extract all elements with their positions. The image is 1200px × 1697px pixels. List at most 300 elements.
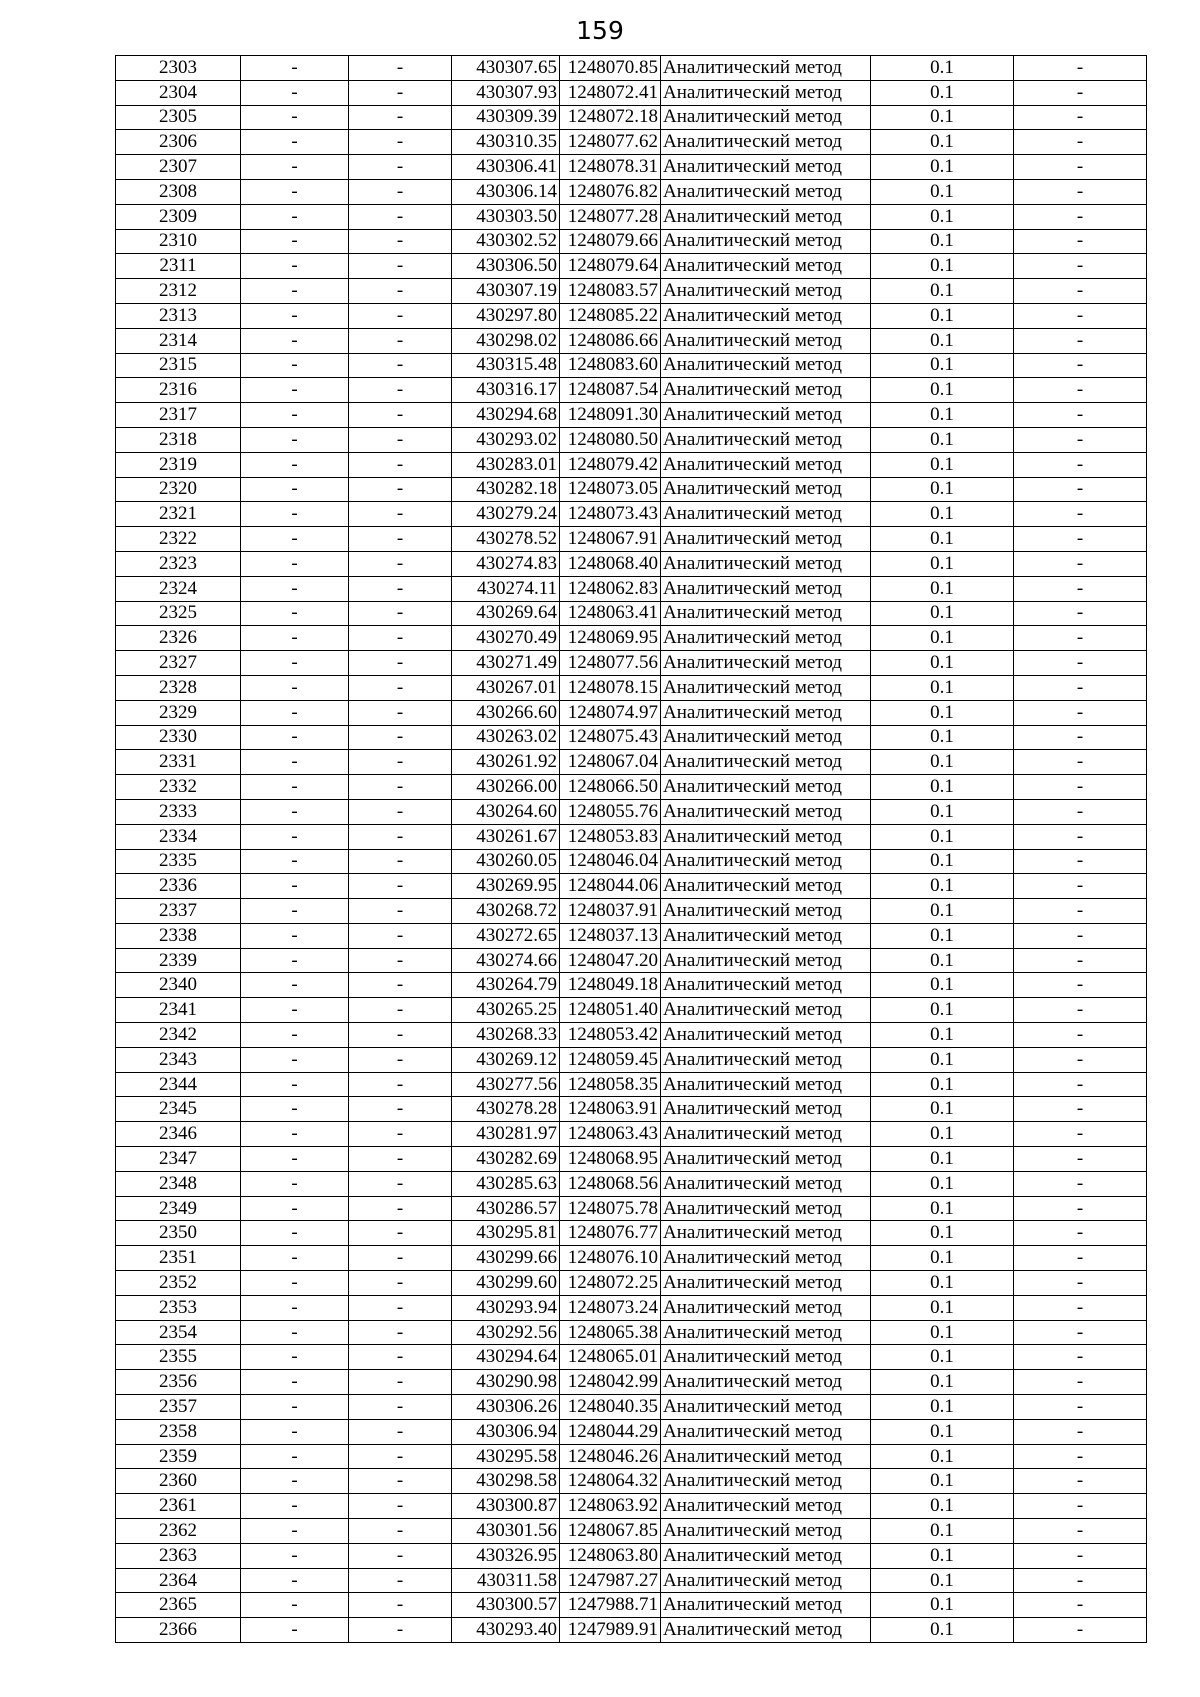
table-row (116, 1147, 1147, 1172)
note-cell: - (1014, 824, 1147, 849)
table-row (116, 80, 1147, 105)
table-row (116, 155, 1147, 180)
method-cell: Аналитический метод (661, 1295, 871, 1320)
note-cell: - (1014, 551, 1147, 576)
note-cell: - (1014, 403, 1147, 428)
dash-cell-a: - (241, 874, 349, 899)
dash-cell-a: - (241, 56, 349, 81)
point-number-cell: 2336 (116, 874, 241, 899)
dash-cell-b: - (349, 1345, 452, 1370)
dash-cell-b: - (349, 1147, 452, 1172)
y-coordinate-cell: 1248077.28 (560, 204, 661, 229)
x-coordinate-cell: 430269.95 (452, 874, 560, 899)
y-coordinate-cell: 1248063.41 (560, 601, 661, 626)
method-cell: Аналитический метод (661, 56, 871, 81)
precision-cell: 0.1 (871, 899, 1014, 924)
method-cell: Аналитический метод (661, 353, 871, 378)
note-cell: - (1014, 675, 1147, 700)
precision-cell: 0.1 (871, 601, 1014, 626)
method-cell: Аналитический метод (661, 824, 871, 849)
method-cell: Аналитический метод (661, 279, 871, 304)
note-cell: - (1014, 948, 1147, 973)
point-number-cell: 2342 (116, 1023, 241, 1048)
precision-cell: 0.1 (871, 1023, 1014, 1048)
precision-cell: 0.1 (871, 1147, 1014, 1172)
note-cell: - (1014, 1271, 1147, 1296)
dash-cell-a: - (241, 1568, 349, 1593)
dash-cell-b: - (349, 1593, 452, 1618)
x-coordinate-cell: 430286.57 (452, 1196, 560, 1221)
table-row (116, 279, 1147, 304)
x-coordinate-cell: 430310.35 (452, 130, 560, 155)
note-cell: - (1014, 1618, 1147, 1643)
y-coordinate-cell: 1248067.85 (560, 1519, 661, 1544)
y-coordinate-cell: 1248063.91 (560, 1097, 661, 1122)
x-coordinate-cell: 430295.81 (452, 1221, 560, 1246)
dash-cell-a: - (241, 923, 349, 948)
note-cell: - (1014, 923, 1147, 948)
x-coordinate-cell: 430269.64 (452, 601, 560, 626)
table-row (116, 1395, 1147, 1420)
dash-cell-a: - (241, 403, 349, 428)
point-number-cell: 2325 (116, 601, 241, 626)
precision-cell: 0.1 (871, 824, 1014, 849)
method-cell: Аналитический метод (661, 1568, 871, 1593)
dash-cell-b: - (349, 80, 452, 105)
y-coordinate-cell: 1248072.25 (560, 1271, 661, 1296)
point-number-cell: 2356 (116, 1370, 241, 1395)
precision-cell: 0.1 (871, 1171, 1014, 1196)
y-coordinate-cell: 1248044.06 (560, 874, 661, 899)
note-cell: - (1014, 1097, 1147, 1122)
dash-cell-b: - (349, 452, 452, 477)
note-cell: - (1014, 1320, 1147, 1345)
note-cell: - (1014, 130, 1147, 155)
table-row (116, 1246, 1147, 1271)
precision-cell: 0.1 (871, 551, 1014, 576)
table-row (116, 899, 1147, 924)
table-row (116, 1543, 1147, 1568)
note-cell: - (1014, 1047, 1147, 1072)
point-number-cell: 2361 (116, 1494, 241, 1519)
point-number-cell: 2330 (116, 725, 241, 750)
note-cell: - (1014, 874, 1147, 899)
table-row (116, 477, 1147, 502)
dash-cell-a: - (241, 948, 349, 973)
note-cell: - (1014, 477, 1147, 502)
dash-cell-a: - (241, 1295, 349, 1320)
x-coordinate-cell: 430307.65 (452, 56, 560, 81)
precision-cell: 0.1 (871, 725, 1014, 750)
dash-cell-a: - (241, 303, 349, 328)
table-row (116, 378, 1147, 403)
x-coordinate-cell: 430263.02 (452, 725, 560, 750)
table-row (116, 1370, 1147, 1395)
method-cell: Аналитический метод (661, 527, 871, 552)
y-coordinate-cell: 1248042.99 (560, 1370, 661, 1395)
precision-cell: 0.1 (871, 155, 1014, 180)
precision-cell: 0.1 (871, 179, 1014, 204)
table-row (116, 502, 1147, 527)
y-coordinate-cell: 1248076.77 (560, 1221, 661, 1246)
point-number-cell: 2363 (116, 1543, 241, 1568)
point-number-cell: 2334 (116, 824, 241, 849)
note-cell: - (1014, 229, 1147, 254)
table-row (116, 1568, 1147, 1593)
dash-cell-a: - (241, 328, 349, 353)
method-cell: Аналитический метод (661, 1047, 871, 1072)
dash-cell-b: - (349, 725, 452, 750)
table-row (116, 1221, 1147, 1246)
table-row (116, 1320, 1147, 1345)
method-cell: Аналитический метод (661, 1072, 871, 1097)
method-cell: Аналитический метод (661, 601, 871, 626)
method-cell: Аналитический метод (661, 551, 871, 576)
note-cell: - (1014, 1171, 1147, 1196)
y-coordinate-cell: 1248074.97 (560, 700, 661, 725)
table-row (116, 353, 1147, 378)
point-number-cell: 2314 (116, 328, 241, 353)
x-coordinate-cell: 430268.72 (452, 899, 560, 924)
precision-cell: 0.1 (871, 1395, 1014, 1420)
note-cell: - (1014, 725, 1147, 750)
y-coordinate-cell: 1248069.95 (560, 626, 661, 651)
precision-cell: 0.1 (871, 973, 1014, 998)
precision-cell: 0.1 (871, 353, 1014, 378)
y-coordinate-cell: 1248063.92 (560, 1494, 661, 1519)
point-number-cell: 2333 (116, 799, 241, 824)
precision-cell: 0.1 (871, 1072, 1014, 1097)
note-cell: - (1014, 353, 1147, 378)
x-coordinate-cell: 430298.58 (452, 1469, 560, 1494)
note-cell: - (1014, 1419, 1147, 1444)
x-coordinate-cell: 430274.66 (452, 948, 560, 973)
table-row (116, 403, 1147, 428)
method-cell: Аналитический метод (661, 254, 871, 279)
point-number-cell: 2319 (116, 452, 241, 477)
dash-cell-b: - (349, 353, 452, 378)
dash-cell-b: - (349, 849, 452, 874)
point-number-cell: 2303 (116, 56, 241, 81)
note-cell: - (1014, 56, 1147, 81)
dash-cell-b: - (349, 1295, 452, 1320)
dash-cell-a: - (241, 254, 349, 279)
note-cell: - (1014, 1395, 1147, 1420)
dash-cell-a: - (241, 155, 349, 180)
x-coordinate-cell: 430261.67 (452, 824, 560, 849)
method-cell: Аналитический метод (661, 899, 871, 924)
dash-cell-b: - (349, 626, 452, 651)
dash-cell-a: - (241, 1419, 349, 1444)
dash-cell-a: - (241, 452, 349, 477)
dash-cell-b: - (349, 130, 452, 155)
precision-cell: 0.1 (871, 527, 1014, 552)
dash-cell-a: - (241, 130, 349, 155)
note-cell: - (1014, 427, 1147, 452)
table-row (116, 1345, 1147, 1370)
dash-cell-a: - (241, 1618, 349, 1643)
x-coordinate-cell: 430294.68 (452, 403, 560, 428)
y-coordinate-cell: 1248078.31 (560, 155, 661, 180)
dash-cell-b: - (349, 303, 452, 328)
point-number-cell: 2335 (116, 849, 241, 874)
note-cell: - (1014, 1023, 1147, 1048)
method-cell: Аналитический метод (661, 1122, 871, 1147)
table-row (116, 1171, 1147, 1196)
precision-cell: 0.1 (871, 502, 1014, 527)
note-cell: - (1014, 1568, 1147, 1593)
point-number-cell: 2352 (116, 1271, 241, 1296)
table-row (116, 1023, 1147, 1048)
method-cell: Аналитический метод (661, 1618, 871, 1643)
dash-cell-a: - (241, 1246, 349, 1271)
table-row (116, 700, 1147, 725)
dash-cell-b: - (349, 601, 452, 626)
y-coordinate-cell: 1248086.66 (560, 328, 661, 353)
dash-cell-a: - (241, 353, 349, 378)
x-coordinate-cell: 430265.25 (452, 998, 560, 1023)
x-coordinate-cell: 430298.02 (452, 328, 560, 353)
table-row (116, 1618, 1147, 1643)
y-coordinate-cell: 1248047.20 (560, 948, 661, 973)
x-coordinate-cell: 430299.66 (452, 1246, 560, 1271)
note-cell: - (1014, 502, 1147, 527)
point-number-cell: 2331 (116, 750, 241, 775)
note-cell: - (1014, 576, 1147, 601)
dash-cell-b: - (349, 1568, 452, 1593)
note-cell: - (1014, 1196, 1147, 1221)
point-number-cell: 2341 (116, 998, 241, 1023)
y-coordinate-cell: 1248059.45 (560, 1047, 661, 1072)
dash-cell-b: - (349, 998, 452, 1023)
page-number: 159 (576, 16, 624, 45)
x-coordinate-cell: 430307.93 (452, 80, 560, 105)
point-number-cell: 2317 (116, 403, 241, 428)
note-cell: - (1014, 750, 1147, 775)
x-coordinate-cell: 430302.52 (452, 229, 560, 254)
method-cell: Аналитический метод (661, 998, 871, 1023)
table-row (116, 775, 1147, 800)
x-coordinate-cell: 430268.33 (452, 1023, 560, 1048)
table-row (116, 973, 1147, 998)
table-row (116, 799, 1147, 824)
y-coordinate-cell: 1248070.85 (560, 56, 661, 81)
point-number-cell: 2350 (116, 1221, 241, 1246)
y-coordinate-cell: 1248053.42 (560, 1023, 661, 1048)
y-coordinate-cell: 1248083.60 (560, 353, 661, 378)
y-coordinate-cell: 1248077.62 (560, 130, 661, 155)
dash-cell-a: - (241, 1023, 349, 1048)
point-number-cell: 2324 (116, 576, 241, 601)
table-row (116, 626, 1147, 651)
dash-cell-b: - (349, 675, 452, 700)
point-number-cell: 2305 (116, 105, 241, 130)
dash-cell-b: - (349, 1395, 452, 1420)
dash-cell-a: - (241, 427, 349, 452)
point-number-cell: 2359 (116, 1444, 241, 1469)
note-cell: - (1014, 799, 1147, 824)
dash-cell-b: - (349, 700, 452, 725)
table-row (116, 576, 1147, 601)
dash-cell-a: - (241, 1519, 349, 1544)
precision-cell: 0.1 (871, 576, 1014, 601)
precision-cell: 0.1 (871, 651, 1014, 676)
dash-cell-b: - (349, 1023, 452, 1048)
note-cell: - (1014, 328, 1147, 353)
dash-cell-a: - (241, 477, 349, 502)
dash-cell-a: - (241, 1171, 349, 1196)
method-cell: Аналитический метод (661, 799, 871, 824)
table-row (116, 750, 1147, 775)
precision-cell: 0.1 (871, 452, 1014, 477)
y-coordinate-cell: 1248073.43 (560, 502, 661, 527)
precision-cell: 0.1 (871, 799, 1014, 824)
x-coordinate-cell: 430266.00 (452, 775, 560, 800)
point-number-cell: 2338 (116, 923, 241, 948)
y-coordinate-cell: 1248064.32 (560, 1469, 661, 1494)
note-cell: - (1014, 1469, 1147, 1494)
dash-cell-a: - (241, 576, 349, 601)
method-cell: Аналитический метод (661, 1345, 871, 1370)
precision-cell: 0.1 (871, 303, 1014, 328)
note-cell: - (1014, 452, 1147, 477)
precision-cell: 0.1 (871, 626, 1014, 651)
table-row (116, 1494, 1147, 1519)
precision-cell: 0.1 (871, 675, 1014, 700)
point-number-cell: 2345 (116, 1097, 241, 1122)
x-coordinate-cell: 430301.56 (452, 1519, 560, 1544)
dash-cell-b: - (349, 179, 452, 204)
x-coordinate-cell: 430297.80 (452, 303, 560, 328)
x-coordinate-cell: 430285.63 (452, 1171, 560, 1196)
x-coordinate-cell: 430309.39 (452, 105, 560, 130)
dash-cell-a: - (241, 502, 349, 527)
precision-cell: 0.1 (871, 204, 1014, 229)
precision-cell: 0.1 (871, 1469, 1014, 1494)
precision-cell: 0.1 (871, 105, 1014, 130)
dash-cell-b: - (349, 378, 452, 403)
method-cell: Аналитический метод (661, 204, 871, 229)
dash-cell-a: - (241, 799, 349, 824)
method-cell: Аналитический метод (661, 502, 871, 527)
dash-cell-b: - (349, 1618, 452, 1643)
note-cell: - (1014, 626, 1147, 651)
dash-cell-a: - (241, 899, 349, 924)
dash-cell-b: - (349, 427, 452, 452)
dash-cell-b: - (349, 1221, 452, 1246)
point-number-cell: 2366 (116, 1618, 241, 1643)
method-cell: Аналитический метод (661, 675, 871, 700)
dash-cell-b: - (349, 1419, 452, 1444)
dash-cell-a: - (241, 1221, 349, 1246)
y-coordinate-cell: 1248087.54 (560, 378, 661, 403)
dash-cell-a: - (241, 1469, 349, 1494)
note-cell: - (1014, 1295, 1147, 1320)
y-coordinate-cell: 1248072.41 (560, 80, 661, 105)
method-cell: Аналитический метод (661, 775, 871, 800)
point-number-cell: 2304 (116, 80, 241, 105)
point-number-cell: 2323 (116, 551, 241, 576)
precision-cell: 0.1 (871, 56, 1014, 81)
table-row (116, 948, 1147, 973)
note-cell: - (1014, 279, 1147, 304)
precision-cell: 0.1 (871, 1568, 1014, 1593)
point-number-cell: 2349 (116, 1196, 241, 1221)
table-row (116, 849, 1147, 874)
precision-cell: 0.1 (871, 700, 1014, 725)
x-coordinate-cell: 430261.92 (452, 750, 560, 775)
point-number-cell: 2355 (116, 1345, 241, 1370)
y-coordinate-cell: 1248075.43 (560, 725, 661, 750)
dash-cell-b: - (349, 1047, 452, 1072)
dash-cell-a: - (241, 1072, 349, 1097)
precision-cell: 0.1 (871, 1370, 1014, 1395)
table-row (116, 303, 1147, 328)
x-coordinate-cell: 430316.17 (452, 378, 560, 403)
note-cell: - (1014, 1122, 1147, 1147)
dash-cell-a: - (241, 1395, 349, 1420)
dash-cell-b: - (349, 775, 452, 800)
method-cell: Аналитический метод (661, 1221, 871, 1246)
y-coordinate-cell: 1248079.66 (560, 229, 661, 254)
precision-cell: 0.1 (871, 1295, 1014, 1320)
point-number-cell: 2313 (116, 303, 241, 328)
dash-cell-a: - (241, 973, 349, 998)
table-row (116, 105, 1147, 130)
dash-cell-a: - (241, 1320, 349, 1345)
dash-cell-a: - (241, 1370, 349, 1395)
point-number-cell: 2344 (116, 1072, 241, 1097)
dash-cell-a: - (241, 1147, 349, 1172)
table-row (116, 229, 1147, 254)
y-coordinate-cell: 1248080.50 (560, 427, 661, 452)
dash-cell-b: - (349, 824, 452, 849)
y-coordinate-cell: 1248072.18 (560, 105, 661, 130)
dash-cell-b: - (349, 1072, 452, 1097)
precision-cell: 0.1 (871, 1221, 1014, 1246)
point-number-cell: 2318 (116, 427, 241, 452)
table-row (116, 1047, 1147, 1072)
note-cell: - (1014, 254, 1147, 279)
table-row (116, 1444, 1147, 1469)
dash-cell-a: - (241, 1122, 349, 1147)
x-coordinate-cell: 430300.57 (452, 1593, 560, 1618)
table-row (116, 824, 1147, 849)
y-coordinate-cell: 1248068.40 (560, 551, 661, 576)
x-coordinate-cell: 430292.56 (452, 1320, 560, 1345)
note-cell: - (1014, 998, 1147, 1023)
y-coordinate-cell: 1248065.38 (560, 1320, 661, 1345)
y-coordinate-cell: 1248083.57 (560, 279, 661, 304)
x-coordinate-cell: 430274.83 (452, 551, 560, 576)
y-coordinate-cell: 1248046.26 (560, 1444, 661, 1469)
method-cell: Аналитический метод (661, 1147, 871, 1172)
method-cell: Аналитический метод (661, 80, 871, 105)
dash-cell-a: - (241, 1097, 349, 1122)
dash-cell-b: - (349, 576, 452, 601)
point-number-cell: 2346 (116, 1122, 241, 1147)
dash-cell-a: - (241, 725, 349, 750)
note-cell: - (1014, 775, 1147, 800)
method-cell: Аналитический метод (661, 1469, 871, 1494)
y-coordinate-cell: 1247987.27 (560, 1568, 661, 1593)
point-number-cell: 2339 (116, 948, 241, 973)
point-number-cell: 2308 (116, 179, 241, 204)
table-row (116, 725, 1147, 750)
point-number-cell: 2309 (116, 204, 241, 229)
table-body (116, 56, 1147, 1643)
precision-cell: 0.1 (871, 1519, 1014, 1544)
